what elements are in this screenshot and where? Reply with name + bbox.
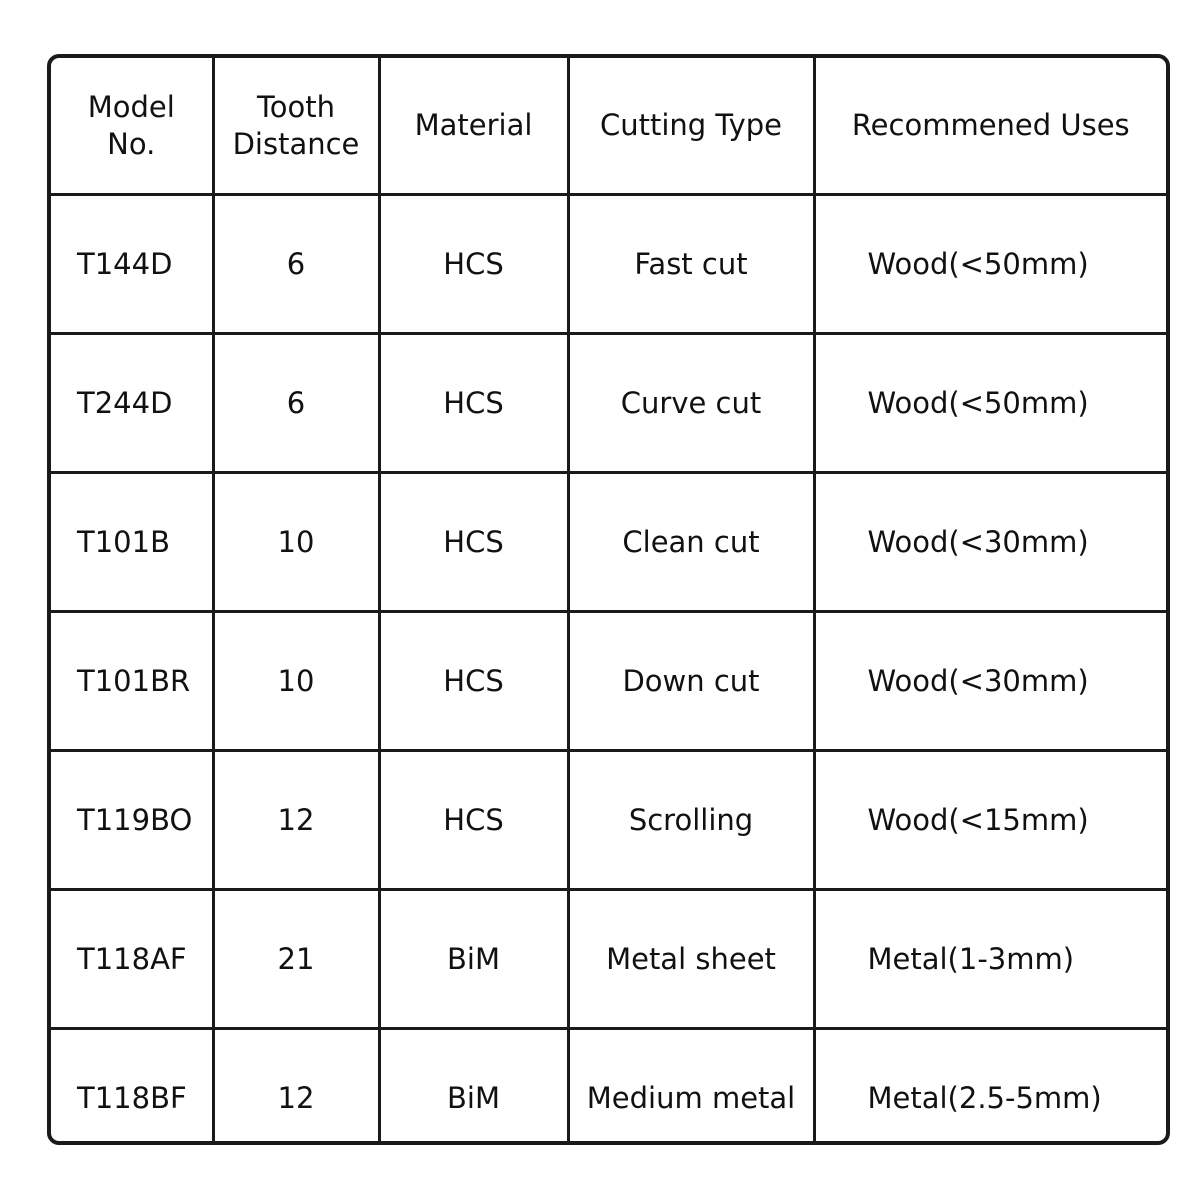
cell-material: BiM (379, 890, 568, 1029)
cell-material: HCS (379, 334, 568, 473)
cell-recommended-uses: Wood(<30mm) (814, 473, 1166, 612)
table-row (51, 473, 1166, 612)
cell-tooth-distance: 12 (213, 1029, 379, 1146)
header-model-no (51, 58, 213, 195)
header-material: Material (379, 58, 568, 195)
cell-recommended-uses: Wood(<50mm) (814, 195, 1166, 334)
cell-model: T144D (51, 195, 213, 334)
cell-cutting-type: Medium metal (568, 1029, 814, 1146)
header-recommended-uses: Recommened Uses (814, 58, 1166, 195)
cell-tooth-distance: 10 (213, 473, 379, 612)
header-model-line2: No. (107, 126, 156, 161)
header-tooth-line1: Tooth (256, 90, 336, 125)
cell-cutting-type: Fast cut (568, 195, 814, 334)
cell-model: T101B (51, 473, 213, 612)
table-row (51, 612, 1166, 751)
header-model-line1: Model (87, 90, 175, 125)
cell-tooth-distance: 10 (213, 612, 379, 751)
cell-tooth-distance: 12 (213, 751, 379, 890)
cell-model: T119BO (51, 751, 213, 890)
cell-tooth-distance: 6 (213, 195, 379, 334)
cell-recommended-uses: Metal(2.5-5mm) (814, 1029, 1166, 1146)
cell-cutting-type: Down cut (568, 612, 814, 751)
table-row (51, 751, 1166, 890)
header-row (51, 58, 1166, 195)
header-tooth-distance (213, 58, 379, 195)
cell-cutting-type: Metal sheet (568, 890, 814, 1029)
cell-material: HCS (379, 473, 568, 612)
table-row (51, 1029, 1166, 1146)
cell-cutting-type: Curve cut (568, 334, 814, 473)
table-row (51, 334, 1166, 473)
cell-recommended-uses: Wood(<15mm) (814, 751, 1166, 890)
cell-cutting-type: Scrolling (568, 751, 814, 890)
header-tooth-line2: Distance (232, 126, 360, 161)
blade-spec-table (51, 58, 1166, 1145)
cell-model: T244D (51, 334, 213, 473)
table-row (51, 195, 1166, 334)
cell-material: HCS (379, 751, 568, 890)
cell-model: T118AF (51, 890, 213, 1029)
cell-recommended-uses: Wood(<50mm) (814, 334, 1166, 473)
cell-cutting-type: Clean cut (568, 473, 814, 612)
cell-material: HCS (379, 195, 568, 334)
cell-model: T118BF (51, 1029, 213, 1146)
cell-material: HCS (379, 612, 568, 751)
cell-recommended-uses: Metal(1-3mm) (814, 890, 1166, 1029)
cell-model: T101BR (51, 612, 213, 751)
cell-tooth-distance: 6 (213, 334, 379, 473)
spec-table-frame (47, 54, 1170, 1145)
cell-tooth-distance: 21 (213, 890, 379, 1029)
header-cutting-type: Cutting Type (568, 58, 814, 195)
cell-recommended-uses: Wood(<30mm) (814, 612, 1166, 751)
table-row (51, 890, 1166, 1029)
cell-material: BiM (379, 1029, 568, 1146)
